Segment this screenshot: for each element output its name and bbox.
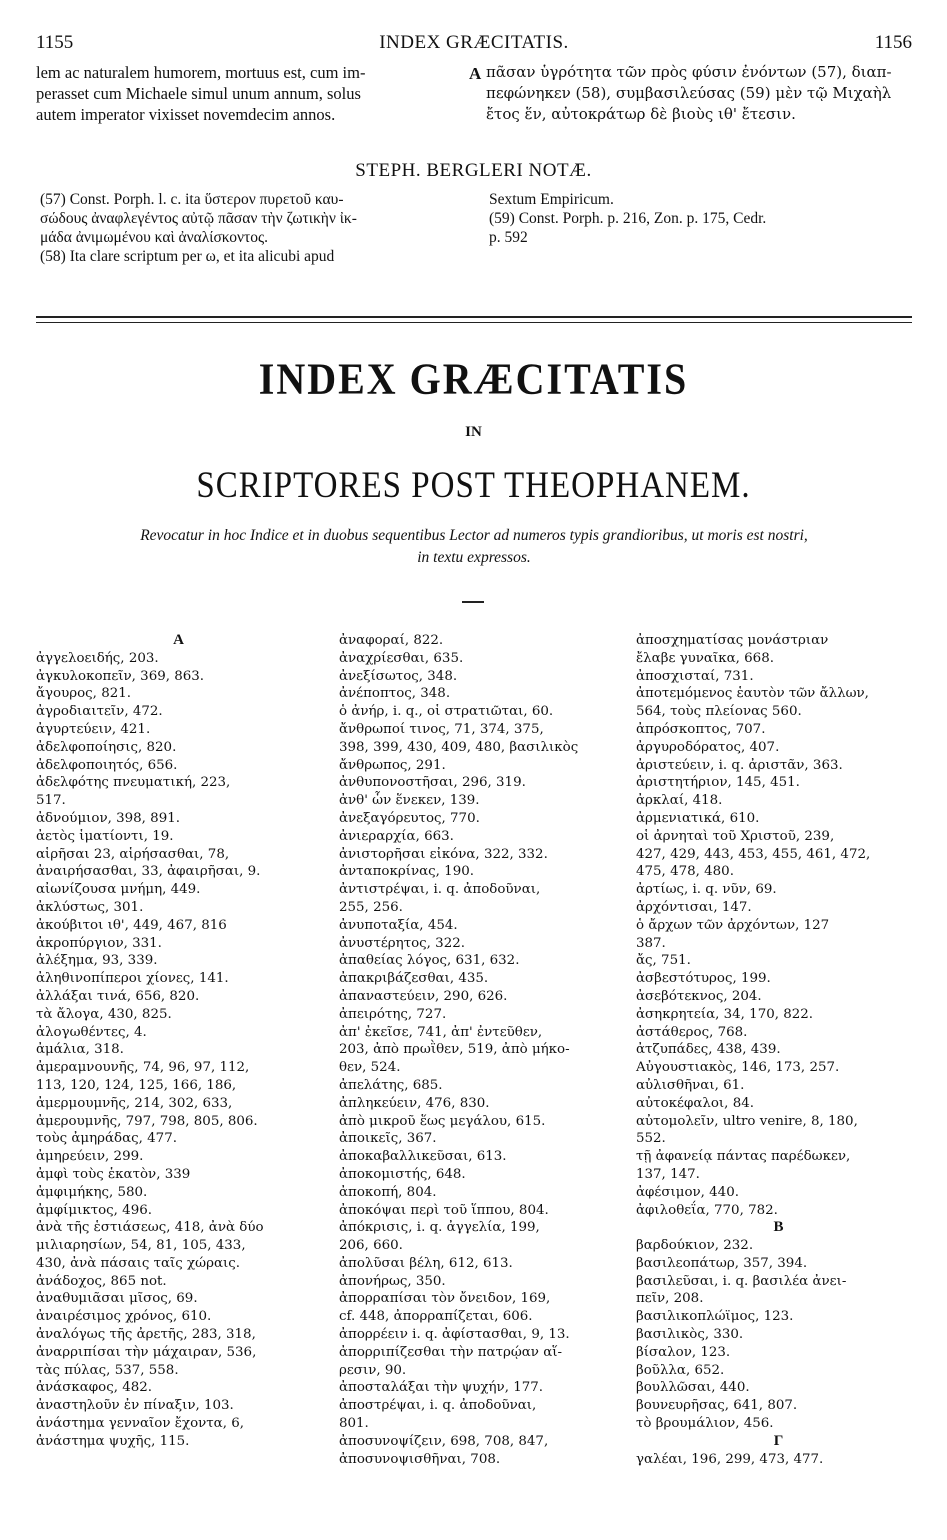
index-entry: ἀναθυμιᾶσαι μῖσος, 69. bbox=[36, 1291, 198, 1307]
index-entry: ἀμάλια, 318. bbox=[36, 1042, 124, 1058]
index-entry: ἀνάστημα ψυχῆς, 115. bbox=[36, 1433, 190, 1449]
index-entry: ἀκλύστως, 301. bbox=[36, 899, 144, 915]
index-entry: βασιλεῦσαι, i. q. βασιλέα ἀνει- bbox=[636, 1273, 847, 1289]
index-entry: ἀποκομιστής, 648. bbox=[339, 1166, 466, 1182]
section-marker: A bbox=[469, 64, 482, 83]
index-entry: ἀπελάτης, 685. bbox=[339, 1077, 443, 1093]
index-entry: ἄγουρος, 821. bbox=[36, 686, 132, 702]
index-entry: ἄς, 751. bbox=[636, 953, 691, 969]
letter-heading: B bbox=[773, 1219, 784, 1236]
index-entry: 206, 660. bbox=[339, 1238, 403, 1254]
index-entry: ἀναιρέσιμος χρόνος, 610. bbox=[36, 1309, 212, 1325]
index-entry: ἀτζυπάδες, 438, 439. bbox=[636, 1042, 781, 1058]
index-entry: ἀγυρτεύειν, 421. bbox=[36, 721, 151, 737]
index-entry: ἀφιλοθεΐα, 770, 782. bbox=[636, 1202, 778, 1218]
greek-line: πᾶσαν ὑγρότητα τῶν πρὸς φύσιν ἐνόντων (57), διαπ- bbox=[486, 63, 892, 81]
index-entry: ἀμερουμνῆς, 797, 798, 805, 806. bbox=[36, 1113, 258, 1129]
index-entry: ἀνεξίσωτος, 348. bbox=[339, 668, 458, 684]
index-entry: ἀποσχισταί, 731. bbox=[636, 668, 754, 684]
note-line: (58) Ita clare scriptum per ω, et ita alicubi apud bbox=[40, 248, 335, 265]
index-entry: ἀπρόσκοπτος, 707. bbox=[636, 721, 766, 737]
index-entry: ἀμεραμνουνῆς, 74, 96, 97, 112, bbox=[36, 1060, 250, 1076]
index-title-in: IN bbox=[465, 424, 482, 440]
index-entry: ἀρκλαί, 418. bbox=[636, 793, 723, 809]
index-entry: ἀπολῦσαι βέλη, 612, 613. bbox=[339, 1255, 513, 1271]
index-entry: θεν, 524. bbox=[339, 1060, 401, 1076]
index-entry: ἀδελφοποίησις, 820. bbox=[36, 739, 177, 755]
index-entry: Αὐγουστιακὸς, 146, 173, 257. bbox=[636, 1060, 840, 1076]
index-entry: τῇ ἀφανείᾳ πάντας παρέδωκεν, bbox=[636, 1149, 851, 1165]
index-entry: ἀνάστημα γενναῖον ἔχοντα, 6, bbox=[36, 1416, 245, 1432]
index-entry: αὐλισθῆναι, 61. bbox=[636, 1077, 745, 1093]
index-entry: ἀσβεστότυρος, 199. bbox=[636, 971, 771, 987]
index-entry: ἀριστητήριον, 145, 451. bbox=[636, 775, 800, 791]
index-entry: 564, τοὺς πλείονας 560. bbox=[636, 704, 802, 720]
index-entry: γαλέαι, 196, 299, 473, 477. bbox=[636, 1451, 824, 1467]
notes-title: STEPH. BERGLERI NOTÆ. bbox=[355, 160, 592, 181]
index-column-3 bbox=[636, 632, 921, 1468]
index-entry: ἀμφὶ τοὺς ἑκατὸν, 339 bbox=[36, 1166, 191, 1182]
index-entry: ἀποσχηματίσας μονάστριαν bbox=[636, 633, 829, 648]
letter-heading: Γ bbox=[773, 1432, 784, 1449]
index-entry: ἀνιεραρχία, 663. bbox=[339, 828, 454, 844]
index-entry: ἀνυστέρητος, 322. bbox=[339, 935, 466, 951]
index-entry: ὁ ἀνήρ, i. q., οἱ στρατιῶται, 60. bbox=[339, 704, 554, 720]
note-line: p. 592 bbox=[489, 229, 528, 246]
latin-text-block bbox=[36, 62, 466, 125]
index-entry: ἀδνούμιον, 398, 891. bbox=[36, 810, 181, 826]
index-entry: ἀποσυνοψίζειν, 698, 708, 847, bbox=[339, 1433, 549, 1449]
index-entry: ἀμηρεύειν, 299. bbox=[36, 1149, 144, 1165]
index-entry: ἀσηκρητεία, 34, 170, 822. bbox=[636, 1006, 814, 1022]
index-entry: ἀλλάξαι τινά, 656, 820. bbox=[36, 988, 200, 1004]
index-entry: ἀληθινοπίπεροι χίονες, 141. bbox=[36, 971, 229, 987]
index-column-2 bbox=[339, 632, 624, 1468]
note-line: σώδους ἀναφλεγέντος αὐτῷ πᾶσαν τὴν ζωτικὴν ἰκ- bbox=[40, 210, 357, 227]
latin-line: lem ac naturalem humorem, mortuus est, cum im- bbox=[36, 63, 366, 82]
index-entry: ἀσεβότεκνος, 204. bbox=[636, 988, 762, 1004]
index-entry: τὰς πύλας, 537, 558. bbox=[36, 1362, 179, 1378]
index-entry: ἀπακριβάζεσθαι, 435. bbox=[339, 971, 489, 987]
index-entry: τὰ ἄλογα, 430, 825. bbox=[36, 1006, 172, 1022]
index-entry: ἀποκαβαλλικεῦσαι, 613. bbox=[339, 1149, 507, 1165]
index-entry: ἀκούβιτοι ιθ', 449, 467, 816 bbox=[36, 917, 227, 933]
page-number-left: 1155 bbox=[36, 32, 74, 53]
index-entry: ἀπαθείας λόγος, 631, 632. bbox=[339, 953, 520, 969]
index-entry: βασιλικοπλώϊμος, 123. bbox=[636, 1309, 794, 1325]
index-entry: ἔλαβε γυναῖκα, 668. bbox=[636, 650, 774, 666]
index-entry: ἀποκόψαι περὶ τοῦ ἵππου, 804. bbox=[339, 1202, 549, 1218]
notes-left-column bbox=[40, 190, 465, 266]
index-entry: ἀποικεῖς, 367. bbox=[339, 1131, 437, 1147]
latin-line: perasset cum Michaele simul unum annum, solus bbox=[36, 84, 361, 103]
index-entry: αὐτομολεῖν, ultro venire, 8, 180, bbox=[636, 1113, 858, 1129]
index-entry: αὐτοκέφαλοι, 84. bbox=[636, 1095, 754, 1111]
index-entry: ἀετὸς ἱματίοντι, 19. bbox=[36, 828, 174, 844]
index-entry: ἀπειρότης, 727. bbox=[339, 1006, 447, 1022]
index-entry: βασιλεοπάτωρ, 357, 394. bbox=[636, 1255, 808, 1271]
greek-line: πεφώνηκεν (58), συμβασιλεύσας (59) μὲν τῷ Μιχαὴλ bbox=[486, 84, 892, 102]
index-entry: ἀναφοραί, 822. bbox=[339, 633, 444, 648]
index-subtitle: SCRIPTORES POST THEOPHANEM. bbox=[196, 465, 751, 507]
index-entry: ἀνταποκρίνας, 190. bbox=[339, 864, 474, 880]
index-entry: ἀγγελοειδής, 203. bbox=[36, 650, 159, 666]
index-entry: 552. bbox=[636, 1131, 666, 1147]
note-line: Sextum Empiricum. bbox=[489, 191, 614, 208]
index-entry: ρεσιν, 90. bbox=[339, 1362, 407, 1378]
index-entry: ἀφέσιμον, 440. bbox=[636, 1184, 739, 1200]
index-entry: ἀδελφότης πνευματική, 223, bbox=[36, 775, 231, 791]
index-entry: ἀποκοπή, 804. bbox=[339, 1184, 437, 1200]
index-entry: ἀναστηλοῦν ἐν πίναξιν, 103. bbox=[36, 1398, 234, 1414]
index-entry: ἀμφιμήκης, 580. bbox=[36, 1184, 148, 1200]
index-entry: ἀνιστορῆσαι εἰκόνα, 322, 332. bbox=[339, 846, 548, 862]
running-title: INDEX GRÆCITATIS. bbox=[379, 32, 569, 53]
index-entry: ὁ ἄρχων τῶν ἀρχόντων, 127 bbox=[636, 917, 830, 933]
index-entry: 430, ἀνὰ πάσαις ταῖς χώραις. bbox=[36, 1255, 240, 1271]
index-entry: ἀνέποπτος, 348. bbox=[339, 686, 451, 702]
index-entry: ἀνάδοχος, 865 not. bbox=[36, 1273, 167, 1289]
index-entry: ἀδελφοποιητός, 656. bbox=[36, 757, 178, 773]
index-entry: ἀναλόγως τῆς ἀρετῆς, 283, 318, bbox=[36, 1327, 256, 1343]
index-entry: ἄνθρωπος, 291. bbox=[339, 757, 446, 773]
index-entry: ἀρτίως, i. q. νῦν, 69. bbox=[636, 882, 777, 898]
index-entry: οἱ ἀρνηταὶ τοῦ Χριστοῦ, 239, bbox=[636, 828, 835, 844]
index-entry: ἄνθρωποί τινος, 71, 374, 375, bbox=[339, 721, 544, 737]
revocatur-note bbox=[36, 525, 912, 569]
index-entry: ἀμερμουμνῆς, 214, 302, 633, bbox=[36, 1095, 233, 1111]
note-line: (57) Const. Porph. l. c. ita ὕστερον πυρετοῦ καυ- bbox=[40, 191, 344, 208]
index-entry: ἀπορραπίσαι τὸν ὄνειδον, 169, bbox=[339, 1291, 551, 1307]
index-entry: 137, 147. bbox=[636, 1166, 700, 1182]
index-entry: ἀποσταλάξαι τὴν ψυχήν, 177. bbox=[339, 1380, 544, 1396]
index-entry: βασιλικὸς, 330. bbox=[636, 1327, 744, 1343]
index-entry: τοὺς ἀμηράδας, 477. bbox=[36, 1131, 177, 1147]
index-entry: ἀποστρέψαι, i. q. ἀποδοῦναι, bbox=[339, 1398, 537, 1414]
index-entry: ἀνὰ τῆς ἑστιάσεως, 418, ἀνὰ δύο bbox=[36, 1220, 264, 1236]
index-entry: βοῦλλα, 652. bbox=[636, 1362, 725, 1378]
index-entry: 801. bbox=[339, 1416, 369, 1432]
index-entry: ἀναχρίεσθαι, 635. bbox=[339, 650, 464, 666]
index-entry: ἀποσυνοψισθῆναι, 708. bbox=[339, 1451, 501, 1467]
notes-right-column bbox=[489, 190, 914, 247]
index-entry: ἀρχόντισαι, 147. bbox=[636, 899, 752, 915]
index-entry: 113, 120, 124, 125, 166, 186, bbox=[36, 1077, 237, 1093]
index-entry: ἀριστεύειν, i. q. ἀριστᾶν, 363. bbox=[636, 757, 843, 773]
index-entry: ἀνθυπονοστῆσαι, 296, 319. bbox=[339, 775, 526, 791]
index-entry: ἀπὸ μικροῦ ἕως μεγάλου, 615. bbox=[339, 1113, 546, 1129]
index-entry: ἀρμενιατικά, 610. bbox=[636, 810, 760, 826]
index-entry: 398, 399, 430, 409, 480, βασιλικὸς bbox=[339, 739, 579, 755]
index-column-1 bbox=[36, 632, 321, 1451]
index-entry: ἀπαναστεύειν, 290, 626. bbox=[339, 988, 508, 1004]
latin-line: autem imperator vixisset novemdecim annos. bbox=[36, 105, 336, 124]
index-entry: 255, 256. bbox=[339, 899, 403, 915]
index-entry: βουλλῶσαι, 440. bbox=[636, 1380, 750, 1396]
index-entry: ἀναιρήσασθαι, 33, ἀφαιρῆσαι, 9. bbox=[36, 864, 261, 880]
index-entry: βαρδούκιον, 232. bbox=[636, 1238, 754, 1254]
index-entry: πεῖν, 208. bbox=[636, 1291, 704, 1307]
index-entry: ἀπορρέειν i. q. ἀφίστασθαι, 9, 13. bbox=[339, 1327, 570, 1343]
index-entry: ἀπορριπίζεσθαι τὴν πατρῴαν αἵ- bbox=[339, 1344, 563, 1360]
index-entry: ἀμφίμικτος, 496. bbox=[36, 1202, 152, 1218]
index-entry: ἀνυποταξία, 454. bbox=[339, 917, 458, 933]
index-entry: αἰωνίζουσα μνήμη, 449. bbox=[36, 882, 201, 898]
index-entry: 203, ἀπὸ πρωῒθεν, 519, ἀπὸ μήκο- bbox=[339, 1042, 570, 1058]
index-entry: ἀλέξημα, 93, 339. bbox=[36, 953, 158, 969]
revocatur-line: in textu expressos. bbox=[417, 549, 531, 566]
index-entry: ἀπόκρισις, i. q. ἀγγελία, 199, bbox=[339, 1220, 540, 1236]
greek-line: ἔτος ἕν, αὐτοκράτωρ δὲ βιοὺς ιθ' ἔτεσιν. bbox=[486, 105, 796, 123]
index-entry: 475, 478, 480. bbox=[636, 864, 734, 880]
index-entry: ἀλογωθέντες, 4. bbox=[36, 1024, 147, 1040]
index-entry: βίσαλον, 123. bbox=[636, 1344, 731, 1360]
divider-rule bbox=[36, 316, 912, 318]
index-entry: βουνευρῆσας, 641, 807. bbox=[636, 1398, 798, 1414]
index-entry: ἀνεξαγόρευτος, 770. bbox=[339, 810, 480, 826]
index-entry: cf. 448, ἀπορραπίζεται, 606. bbox=[339, 1309, 533, 1325]
running-header bbox=[36, 32, 912, 56]
index-entry: 387. bbox=[636, 935, 666, 951]
note-line: (59) Const. Porph. p. 216, Zon. p. 175, Cedr. bbox=[489, 210, 767, 227]
index-entry: μιλιαρησίων, 54, 81, 105, 433, bbox=[36, 1238, 246, 1254]
index-entry: ἀγροδιαιτεῖν, 472. bbox=[36, 704, 163, 720]
divider-rule bbox=[36, 322, 912, 323]
index-entry: τὸ βρουμάλιον, 456. bbox=[636, 1416, 774, 1432]
index-entry: ἀνάσκαφος, 482. bbox=[36, 1380, 153, 1396]
note-line: μάδα ἀνιμωμένου καὶ ἀναλίσκοντος. bbox=[40, 229, 269, 246]
letter-heading: A bbox=[173, 632, 184, 648]
greek-text-block bbox=[486, 62, 916, 125]
index-entry: 427, 429, 443, 453, 455, 461, 472, bbox=[636, 846, 871, 862]
index-entry: ἀποτεμόμενος ἑαυτὸν τῶν ἄλλων, bbox=[636, 686, 869, 702]
index-entry: ἀπληκεύειν, 476, 830. bbox=[339, 1095, 490, 1111]
revocatur-line: Revocatur in hoc Indice et in duobus sequentibus Lector ad numeros typis grandioribus, ut moris est nostri, bbox=[140, 527, 808, 544]
index-entry: ἀκροπύργιον, 331. bbox=[36, 935, 162, 951]
index-entry: ἀναρριπίσαι τὴν μάχαιραν, 536, bbox=[36, 1344, 257, 1360]
index-entry: ἀγκυλοκοπεῖν, 369, 863. bbox=[36, 668, 205, 684]
index-title: INDEX GRÆCITATIS bbox=[258, 353, 689, 404]
index-entry: ἀπονήρως, 350. bbox=[339, 1273, 446, 1289]
index-entry: ἀνθ' ὧν ἕνεκεν, 139. bbox=[339, 793, 480, 809]
index-entry: ἀπ' ἐκεῖσε, 741, ἀπ' ἐντεῦθεν, bbox=[339, 1024, 543, 1040]
index-entry: ἀντιστρέψαι, i. q. ἀποδοῦναι, bbox=[339, 882, 541, 898]
short-rule bbox=[462, 601, 484, 603]
index-entry: ἀργυροδόρατος, 407. bbox=[636, 739, 780, 755]
page-number-right: 1156 bbox=[874, 32, 912, 53]
index-entry: αἱρῆσαι 23, αἱρήσασθαι, 78, bbox=[36, 846, 230, 862]
index-entry: 517. bbox=[36, 793, 66, 809]
index-entry: ἀστάθερος, 768. bbox=[636, 1024, 748, 1040]
